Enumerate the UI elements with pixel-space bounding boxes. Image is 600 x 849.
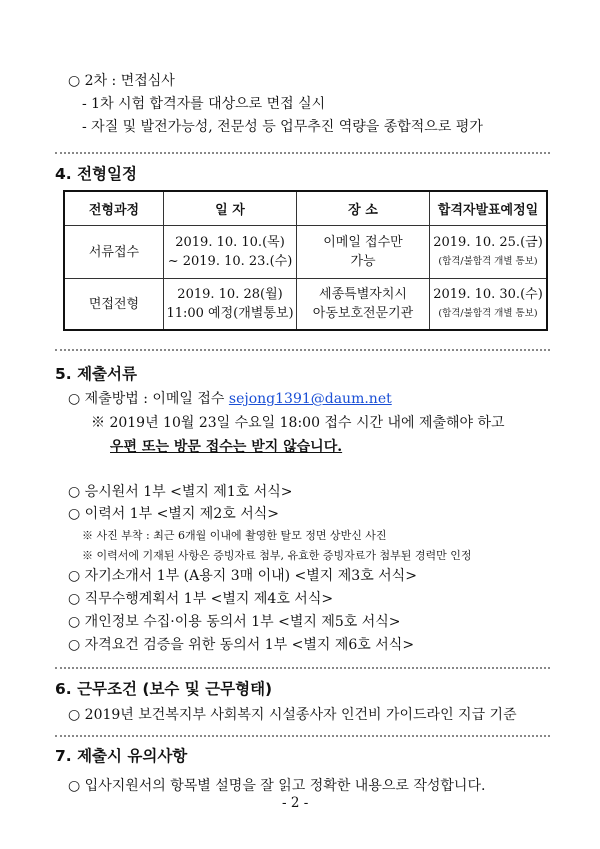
cell-announce-note: (합격/불합격 개별 통보) [438, 256, 538, 267]
schedule-table [63, 190, 548, 331]
col-header-announce: 합격자발표예정일 [430, 191, 548, 226]
table-row [64, 279, 547, 331]
doc-item: ○ 응시원서 1부 <별지 제1호 서식> [68, 484, 293, 500]
cell-place-line-1: 세종특별자치시 [319, 287, 407, 302]
doc-item: ○ 자기소개서 1부 (A용지 3매 이내) <별지 제3호 서식> [68, 568, 417, 584]
cell-place-line-2: 가능 [350, 254, 376, 269]
cell-date-line-2: 11:00 예정(개별통보) [166, 306, 294, 321]
cell-date-line-1: 2019. 10. 28(월) [177, 287, 283, 302]
page-number: - 2 - [282, 795, 309, 811]
section-divider [55, 349, 550, 351]
section-divider [55, 735, 550, 737]
submit-method [68, 388, 392, 408]
cell-place-line-2: 아동보호전문기관 [312, 306, 414, 321]
col-header-date: 일 자 [164, 191, 297, 226]
col-header-place: 장 소 [297, 191, 430, 226]
cell-place-line-1: 이메일 접수만 [323, 235, 403, 250]
col-header-stage: 전형과정 [64, 191, 164, 226]
deadline-note: ※ 2019년 10월 23일 수요일 18:00 접수 시간 내에 제출해야 하고 [91, 415, 505, 431]
section-7-heading: 7. 제출시 유의사항 [55, 747, 188, 765]
cell-announce-date: 2019. 10. 30.(수) [433, 287, 543, 302]
cell-date-line-1: 2019. 10. 10.(목) [175, 235, 285, 250]
cell-stage: 서류접수 [64, 226, 164, 279]
cell-place [297, 279, 430, 331]
doc-item: ○ 개인정보 수집·이용 동의서 1부 <별지 제5호 서식> [68, 614, 401, 630]
table-row [64, 226, 547, 279]
cell-announce [430, 226, 548, 279]
doc-item: ○ 자격요건 검증을 위한 동의서 1부 <별지 제6호 서식> [68, 637, 415, 653]
submit-method-label: ○ 제출방법 : 이메일 접수 [68, 391, 229, 407]
section-divider [55, 152, 550, 154]
section-6-heading: 6. 근무조건 (보수 및 근무형태) [55, 680, 273, 698]
section-4-heading: 4. 전형일정 [55, 165, 137, 183]
interview-sub-1: - 1차 시험 합격자를 대상으로 면접 실시 [82, 96, 326, 112]
cell-announce-note: (합격/불합격 개별 통보) [438, 308, 538, 319]
section-5-heading: 5. 제출서류 [55, 365, 137, 383]
doc-item: ○ 직무수행계획서 1부 <별지 제4호 서식> [68, 591, 334, 607]
caution-item: ○ 입사지원서의 항목별 설명을 잘 읽고 정확한 내용으로 작성합니다. [68, 778, 486, 794]
cell-announce [430, 279, 548, 331]
doc-item: ○ 이력서 1부 <별지 제2호 서식> [68, 506, 279, 522]
cell-announce-date: 2019. 10. 25.(금) [433, 235, 543, 250]
photo-note: ※ 사진 부착 : 최근 6개월 이내에 촬영한 탈모 정면 상반신 사진 [82, 529, 387, 542]
no-mail-note: 우편 또는 방문 접수는 받지 않습니다. [110, 439, 343, 455]
email-link[interactable]: sejong1391@daum.net [228, 391, 392, 407]
section-divider [55, 667, 550, 669]
interview-sub-2: - 자질 및 발전가능성, 전문성 등 업무추진 역량을 종합적으로 평가 [82, 119, 483, 135]
cell-place [297, 226, 430, 279]
interview-item: ○ 2차 : 면접심사 [68, 73, 175, 89]
cell-date [164, 279, 297, 331]
cell-date-line-2: ~ 2019. 10. 23.(수) [167, 254, 293, 269]
salary-item: ○ 2019년 보건복지부 사회복지 시설종사자 인건비 가이드라인 지급 기준 [68, 707, 517, 723]
cell-date [164, 226, 297, 279]
cell-stage: 면접전형 [64, 279, 164, 331]
career-note: ※ 이력서에 기재된 사항은 증빙자료 첨부, 유효한 증빙자료가 첨부된 경력만 인정 [82, 549, 472, 562]
